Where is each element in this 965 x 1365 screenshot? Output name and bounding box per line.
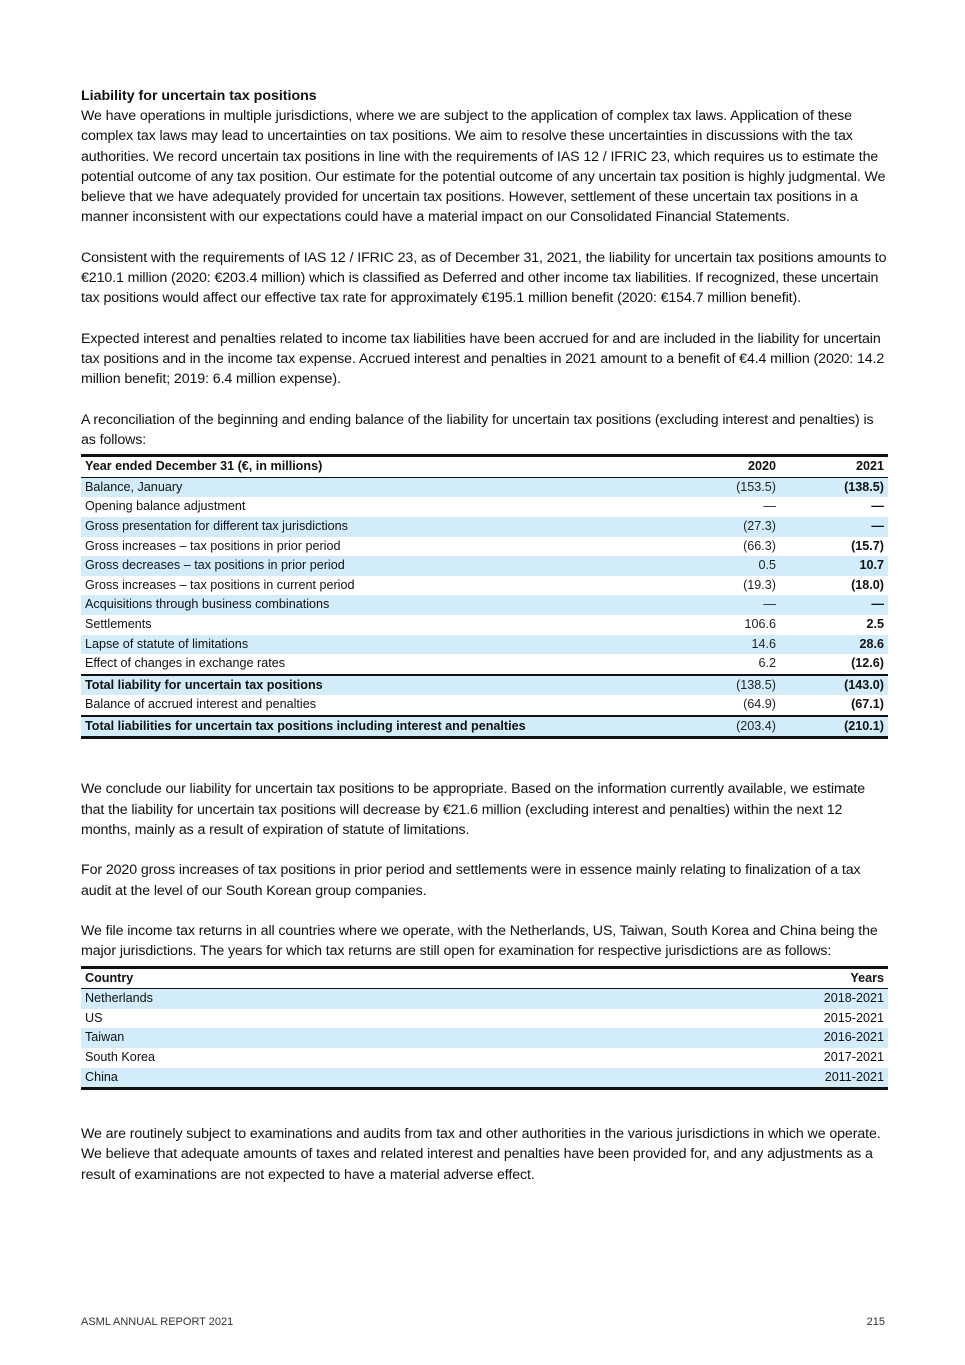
- value-2021: (18.0): [851, 577, 884, 592]
- table-row: [81, 1048, 888, 1068]
- table-row: [81, 615, 888, 635]
- column-header-2020: 2020: [652, 456, 780, 478]
- paragraph-2020-note: For 2020 gross increases of tax positions in prior period and settlements were in essence mainly relating to finalization of a tax audit at the level of our South Korean group companies.: [81, 862, 861, 899]
- country: South Korea: [85, 1049, 156, 1064]
- years: 2018-2021: [512, 989, 888, 1009]
- table-row: [81, 1028, 888, 1048]
- value-2020: (203.4): [652, 716, 780, 738]
- value-2021: (12.6): [851, 656, 884, 671]
- table-row: [81, 989, 888, 1009]
- country: China: [81, 1068, 512, 1089]
- row-label: Gross increases – tax positions in prior period: [85, 538, 341, 553]
- paragraph-reconciliation-intro: A reconciliation of the beginning and ending balance of the liability for uncertain tax positions (excluding interest and penalties) is as follows:: [81, 411, 874, 448]
- value-2020: (27.3): [652, 517, 780, 537]
- value-2020: (19.3): [743, 577, 776, 592]
- table-row: [81, 576, 888, 596]
- column-header-label: Year ended December 31 (€, in millions): [81, 456, 652, 478]
- table-row: [81, 635, 888, 655]
- value-2021: —: [780, 595, 888, 615]
- value-2020: (66.3): [743, 538, 776, 553]
- value-2020: 0.5: [652, 556, 780, 576]
- row-label: Opening balance adjustment: [85, 499, 246, 514]
- row-label: Acquisitions through business combinations: [81, 595, 652, 615]
- country: Taiwan: [81, 1028, 512, 1048]
- value-2021: 10.7: [780, 556, 888, 576]
- page-footer: [81, 1316, 885, 1328]
- value-2021: (210.1): [780, 716, 888, 738]
- value-2020: (64.9): [743, 697, 776, 712]
- row-label: Effect of changes in exchange rates: [85, 656, 285, 671]
- years: 2011-2021: [512, 1068, 888, 1089]
- value-2021: —: [871, 499, 884, 514]
- row-label: Total liabilities for uncertain tax positions including interest and penalties: [81, 716, 652, 738]
- row-label: Gross decreases – tax positions in prior period: [81, 556, 652, 576]
- table-row: [81, 1068, 888, 1089]
- paragraph-conclusion: We conclude our liability for uncertain tax positions to be appropriate. Based on the information currently available, we estimate that the liability for uncertain tax positions will decrease by €21.6 million (excluding interest and penalties) within the next 12 months, mainly as a result of expiration of statute of limitations.: [81, 781, 866, 839]
- table-row: [81, 517, 888, 537]
- country: US: [85, 1010, 103, 1025]
- value-2020: 14.6: [652, 635, 780, 655]
- table-header-row: [81, 967, 888, 989]
- years: 2015-2021: [823, 1010, 884, 1025]
- column-header-years: Years: [512, 967, 888, 989]
- value-2020: 6.2: [758, 656, 776, 671]
- page-content: [81, 86, 888, 1205]
- table-row: [81, 654, 888, 675]
- page-number: 215: [866, 1316, 885, 1328]
- table-row: [81, 537, 888, 557]
- country: Netherlands: [81, 989, 512, 1009]
- value-2021: 28.6: [780, 635, 888, 655]
- paragraph-liability-amount: Consistent with the requirements of IAS 12 / IFRIC 23, as of December 31, 2021, the liability for uncertain tax positions amounts to €210.1 million (2020: €203.4 million) which is classified as Deferred and other income tax liabilities. If recognized, these uncertain tax positions would affect our effective tax rate for approximately €195.1 million benefit (2020: €154.7 million benefit).: [81, 249, 887, 307]
- value-2021: —: [780, 517, 888, 537]
- value-2021: (15.7): [851, 538, 884, 553]
- row-label: Balance, January: [81, 477, 652, 497]
- years: 2016-2021: [512, 1028, 888, 1048]
- column-header-2021: 2021: [780, 456, 888, 478]
- row-label: Lapse of statute of limitations: [81, 635, 652, 655]
- jurisdiction-table: [81, 966, 888, 1091]
- value-2020: —: [763, 499, 776, 514]
- row-label: Gross presentation for different tax jurisdictions: [81, 517, 652, 537]
- reconciliation-table: [81, 454, 888, 739]
- table-row: [81, 497, 888, 517]
- value-2020: (153.5): [652, 477, 780, 497]
- section-title: Liability for uncertain tax positions: [81, 88, 317, 104]
- row-label: Settlements: [85, 616, 152, 631]
- row-label: Total liability for uncertain tax positions: [81, 675, 652, 696]
- paragraph-intro: We have operations in multiple jurisdictions, where we are subject to the application of complex tax laws. Application of these complex tax laws may lead to uncertainties on tax positions. We aim to resolve these uncertainties in discussions with the tax authorities. We record uncertain tax positions in line with the requirements of IAS 12 / IFRIC 23, which requires us to estimate the potential outcome of any tax position. Our estimate for the potential outcome of any uncertain tax position is highly judgmental. We believe that we have adequately provided for uncertain tax positions. However, settlement of these uncertain tax positions in a manner inconsistent with our expectations could have a material impact on our Consolidated Financial Statements.: [81, 108, 886, 226]
- table-row: [81, 595, 888, 615]
- value-2021: (67.1): [851, 697, 884, 712]
- value-2020: 106.6: [744, 616, 776, 631]
- row-label: Gross increases – tax positions in current period: [85, 577, 355, 592]
- row-label: Balance of accrued interest and penalties: [85, 697, 317, 712]
- table-header-row: [81, 456, 888, 478]
- table-row: [81, 556, 888, 576]
- years: 2017-2021: [823, 1049, 884, 1064]
- spacer: [81, 739, 888, 779]
- total-row: [81, 716, 888, 738]
- paragraph-jurisdictions-intro: We file income tax returns in all countries where we operate, with the Netherlands, US, Taiwan, South Korea and China being the major jurisdictions. The years for which tax returns are still open for examination for respective jurisdictions are as follows:: [81, 922, 878, 960]
- report-name: ASML ANNUAL REPORT 2021: [81, 1316, 234, 1328]
- value-2020: (138.5): [652, 675, 780, 696]
- paragraph-interest-penalties: Expected interest and penalties related to income tax liabilities have been accrued for and are included in the liability for uncertain tax positions and in the income tax expense. Accrued interest and penalties in 2021 amount to a benefit of €4.4 million (2020: 14.2 million benefit; 2019: 6.4 million expense).: [81, 330, 885, 388]
- table-row: [81, 695, 888, 716]
- value-2021: 2.5: [866, 616, 884, 631]
- value-2021: (143.0): [780, 675, 888, 696]
- value-2020: —: [652, 595, 780, 615]
- column-header-country: Country: [81, 967, 512, 989]
- table-row: [81, 1009, 888, 1029]
- paragraph-audits: We are routinely subject to examinations and audits from tax and other authorities in the various jurisdictions in which we operate. We believe that adequate amounts of taxes and related interest and penalties have been provided for, and any adjustments as a result of examinations are not expected to have a material adverse effect.: [81, 1126, 881, 1183]
- value-2021: (138.5): [780, 477, 888, 497]
- spacer: [81, 1090, 888, 1124]
- table-row: [81, 477, 888, 497]
- subtotal-row: [81, 675, 888, 696]
